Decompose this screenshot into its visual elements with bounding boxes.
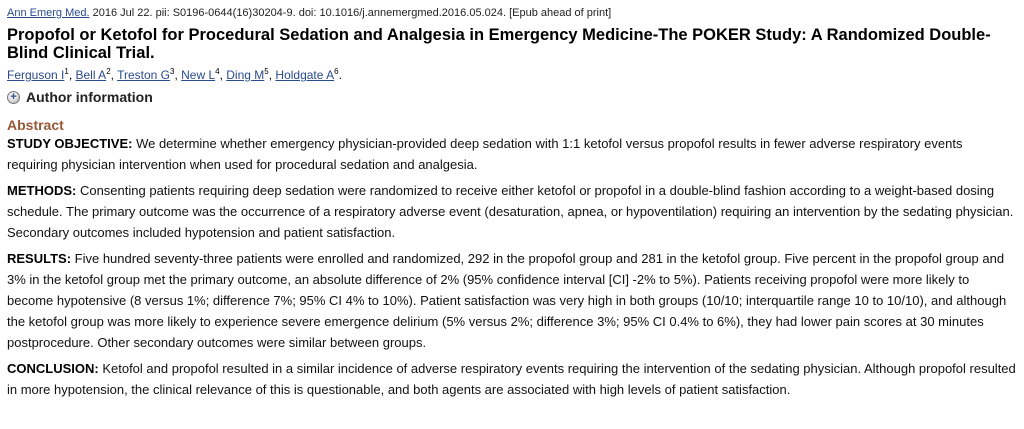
author-affiliation-number: 1	[64, 67, 69, 76]
author-information-toggle[interactable]	[7, 89, 1016, 105]
abstract-section-methods	[7, 180, 1016, 243]
section-text: Ketofol and propofol resulted in a similar incidence of adverse respiratory events requiring the intervention of the sedating physician. Although propofol resulted in more hypotension, the clinical relevance of this is questionable, and both agents are associated with high levels of patient satisfaction.	[7, 361, 1016, 397]
section-label: RESULTS:	[7, 251, 72, 266]
author-affiliation-number: 4	[215, 67, 220, 76]
author-list	[7, 67, 1016, 83]
journal-link[interactable]: Ann Emerg Med.	[7, 7, 90, 19]
author-separator: .	[338, 68, 342, 82]
author-affiliation-number: 5	[264, 67, 269, 76]
section-text: Five hundred seventy-three patients were enrolled and randomized, 292 in the propofol group and 281 in the ketofol group. Five percent in the propofol group and 3% in the ketofol group met the primary outcome, an absolute difference of 2% (95% confidence interval [CI] -2% to 5%). Patients receiving propofol were more likely to become hypotensive (8 versus 1%; difference 7%; 95% CI 4% to 10%). Patient satisfaction was very high in both groups (10/10; interquartile range 10 to 10/10), and although the ketofol group was more likely to experience severe emergence delirium (5% versus 2%; difference 3%; 95% CI 0.4% to 6%), they had lower pain scores at 30 minutes postprocedure. Other secondary outcomes were similar between groups.	[7, 251, 1007, 350]
section-text: Consenting patients requiring deep sedation were randomized to receive either ketofol or propofol in a double-blind fashion according to a weight-based dosing schedule. The primary outcome was the occurrence of a respiratory adverse event (desaturation, apnea, or hypoventilation) requiring an intervention by the sedating physician. Secondary outcomes included hypotension and patient satisfaction.	[7, 183, 1014, 240]
author-link[interactable]: Holdgate A	[275, 68, 335, 82]
section-label: CONCLUSION:	[7, 361, 99, 376]
citation-details: 2016 Jul 22. pii: S0196-0644(16)30204-9. doi: 10.1016/j.annemergmed.2016.05.024. [Epub ahead of print]	[89, 7, 612, 19]
author-link[interactable]: Ferguson I	[7, 68, 65, 82]
author-link[interactable]: Treston G	[117, 68, 170, 82]
author-affiliation-number: 6	[334, 67, 339, 76]
abstract-section-objective	[7, 133, 1016, 175]
author-separator: ,	[174, 68, 182, 82]
section-label: STUDY OBJECTIVE:	[7, 136, 133, 151]
author-information-label: Author information	[26, 89, 153, 105]
section-label: METHODS:	[7, 183, 77, 198]
author-separator: ,	[268, 68, 276, 82]
author-link[interactable]: New L	[181, 68, 216, 82]
abstract-section-results	[7, 248, 1016, 353]
author-link[interactable]: Ding M	[226, 68, 265, 82]
article-title: Propofol or Ketofol for Procedural Sedation and Analgesia in Emergency Medicine-The POKER Study: A Randomized Double-Blind Clinical Trial.	[7, 26, 991, 62]
author-separator: ,	[219, 68, 227, 82]
abstract-heading: Abstract	[7, 117, 64, 133]
author-separator: ,	[110, 68, 118, 82]
plus-icon[interactable]: +	[7, 91, 20, 104]
abstract-section-conclusion	[7, 358, 1016, 400]
author-affiliation-number: 3	[170, 67, 175, 76]
citation-line	[7, 6, 1016, 20]
author-link[interactable]: Bell A	[75, 68, 107, 82]
author-affiliation-number: 2	[106, 67, 111, 76]
section-text: We determine whether emergency physician-provided deep sedation with 1:1 ketofol versus propofol results in fewer adverse respiratory events requiring physician intervention when used for procedural sedation and analgesia.	[7, 136, 963, 172]
author-separator: ,	[68, 68, 76, 82]
